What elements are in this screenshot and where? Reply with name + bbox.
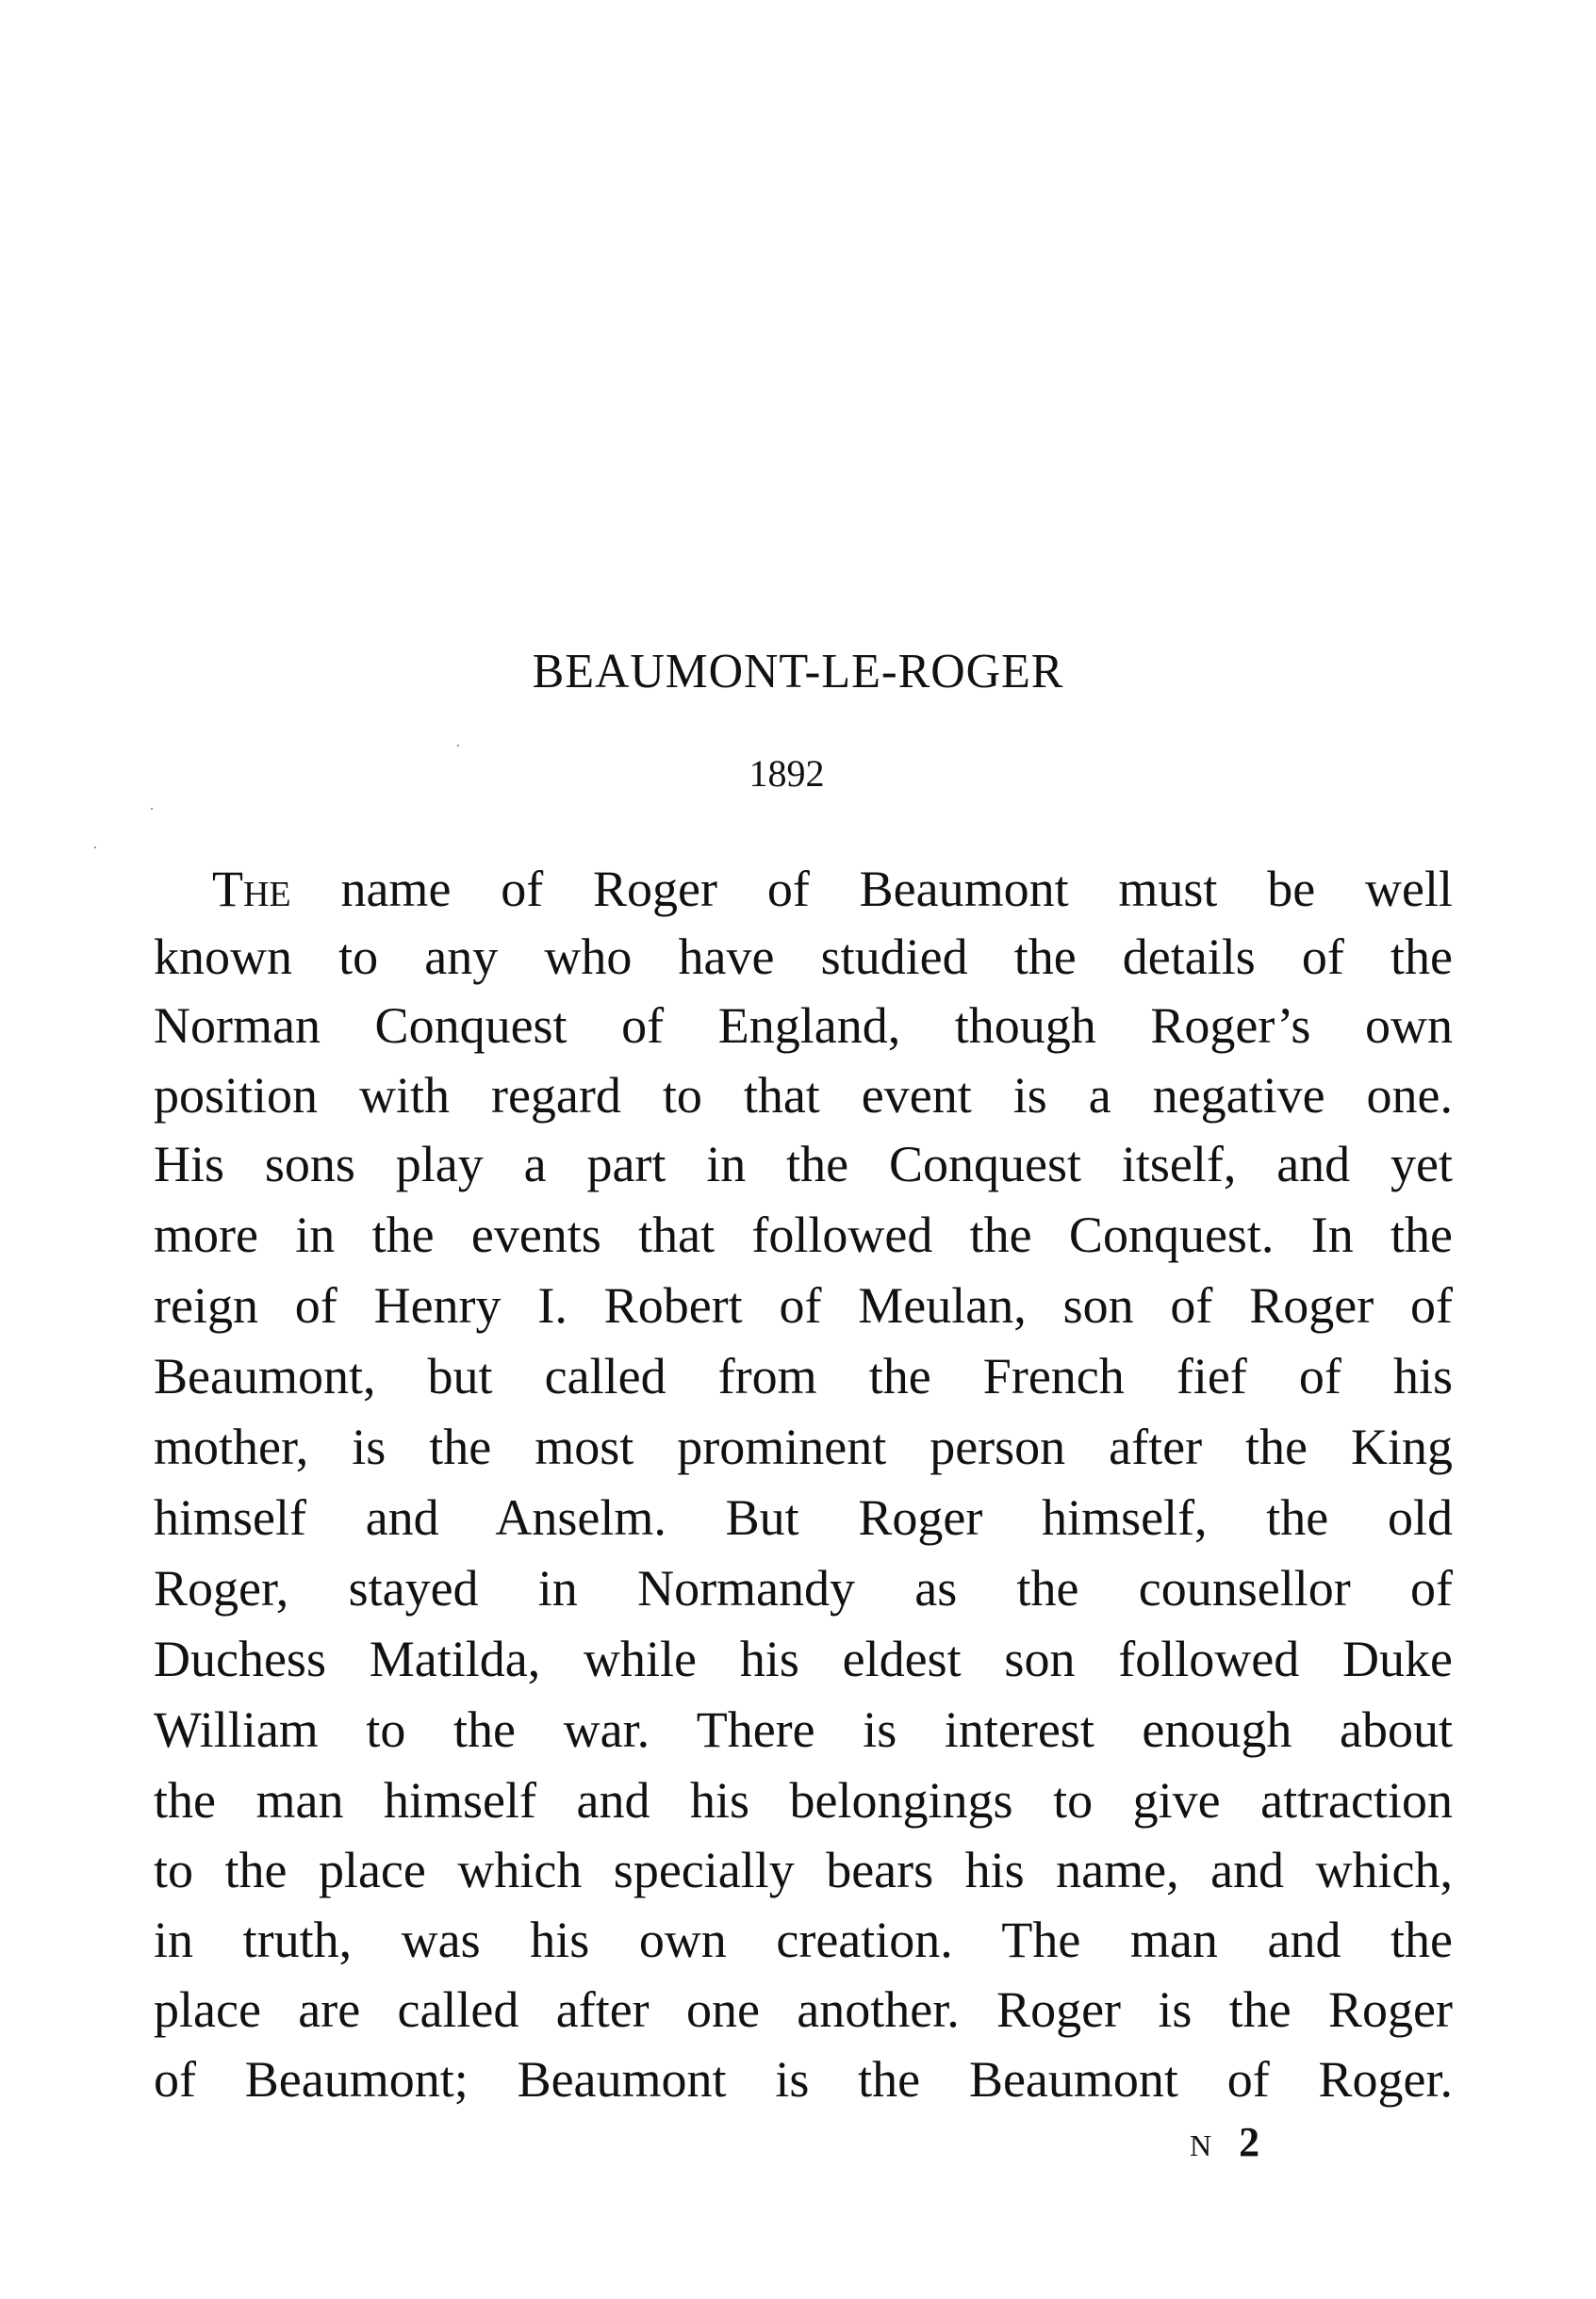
- paragraph-line: more in the events that followed the Conquest. In the: [154, 1207, 1453, 1263]
- paragraph-line: to the place which specially bears his name, and which,: [154, 1842, 1453, 1898]
- paragraph-line: mother, is the most prominent person after the King: [154, 1419, 1453, 1475]
- paragraph-line: position with regard to that event is a negative one.: [154, 1067, 1453, 1124]
- chapter-title: BEAUMONT-LE-ROGER: [532, 645, 1064, 698]
- signature-number: 2: [1239, 2119, 1260, 2165]
- signature-mark: [1190, 2116, 1259, 2172]
- paragraph-line: in truth, was his own creation. The man and the: [154, 1912, 1453, 1968]
- paragraph-line: the man himself and his belongings to give attraction: [154, 1772, 1453, 1829]
- scan-speck: [457, 745, 459, 747]
- paragraph-line: place are called after one another. Roger is the Roger: [154, 1981, 1453, 2038]
- paragraph-line: Beaumont, but called from the French fief of his: [154, 1348, 1453, 1404]
- paragraph-line-text: name of Roger of Beaumont must be well: [340, 861, 1453, 917]
- scan-speck: [94, 846, 96, 848]
- paragraph-line: of Beaumont; Beaumont is the Beaumont of Roger.: [154, 2051, 1453, 2108]
- paragraph-line: His sons play a part in the Conquest itself, and yet: [154, 1136, 1453, 1192]
- paragraph-line: [212, 856, 1453, 922]
- paragraph-line: reign of Henry I. Robert of Meulan, son of Roger of: [154, 1277, 1453, 1334]
- paragraph-line: himself and Anselm. But Roger himself, the old: [154, 1489, 1453, 1546]
- paragraph-line: Roger, stayed in Normandy as the counsellor of: [154, 1560, 1453, 1617]
- paragraph-line: William to the war. There is interest enough about: [154, 1701, 1453, 1758]
- signature-letter: N: [1190, 2128, 1212, 2162]
- paragraph-line: known to any who have studied the details of the: [154, 928, 1453, 985]
- chapter-year: 1892: [749, 752, 825, 795]
- paragraph-line: Norman Conquest of England, though Roger’s own: [154, 997, 1453, 1054]
- scan-speck: [151, 808, 153, 810]
- paragraph-line: Duchess Matilda, while his eldest son followed Duke: [154, 1631, 1453, 1687]
- drop-word: The: [212, 861, 291, 917]
